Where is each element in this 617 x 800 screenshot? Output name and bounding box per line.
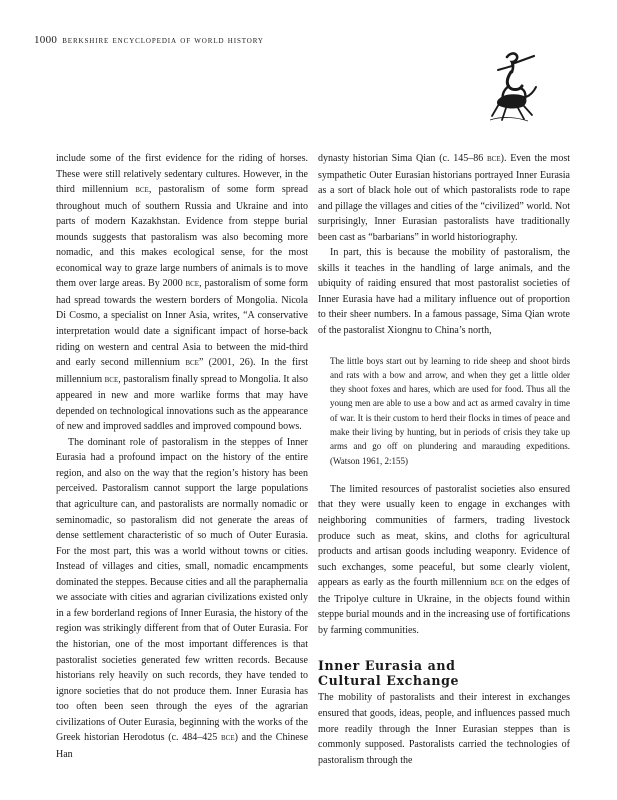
figure-on-horse-logo-icon: [482, 50, 544, 126]
era-abbreviation: bce: [135, 185, 149, 196]
right-column: [318, 151, 570, 768]
paragraph: include some of the first evidence for the riding of horses. These were still relatively sedentary cultures. However, in the third millennium bce, pastoralism of some form spread throughout much of southern Russia and Ukraine and into parts of modern Kazakhstan. Evidence from steppe burial mounds suggests that pastoralism was also becoming more nomadic, and this makes ecological sense, for the most economical way to graze large numbers of animals is to move them over large areas. By 2000 bce, pastoralism of some form had spread towards the western borders of Mongolia. Nicola Di Cosmo, a specialist on Inner Asia, writes, “A conservative interpretation would date a significant impact of horse-back riding on western and central Asia to between the mid-third and early second millennium bce” (2001, 26). In the first millennium bce, pastoralism finally spread to Mongolia. It also appeared in new and more warlike forms that may have depended on technological innovations such as the appearance of new and improved saddles and improved compound bows.: [56, 153, 309, 433]
paragraph: dynasty historian Sima Qian (c. 145–86 bce). Even the most sympathetic Outer Eurasian historians portrayed Inner Eurasia as a sort of black hole out of which pastoralists rode to rape and pillage the villages and cities of the “civilized” world. Not surprisingly, Inner Eurasian pastoralists have traditionally been cast as “barbarians” in world historiography.: [318, 153, 571, 243]
era-abbreviation: bce: [185, 358, 199, 369]
paragraph: The dominant role of pastoralism in the steppes of Inner Eurasia had a profound impact on the history of the entire region, and also on the way that the region’s history has been perceived. Pastoralism cannot support the large populations that agriculture can, and pastoralists are normally nomadic or seminomadic, so pastoralism did not generate the areas of dense settlement characteristic of so much of Outer Eurasia. For the most part, this was a world without towns or cities. Instead of villages and cities, small, nomadic encampments dominated the steppes. Because cities and all the paraphernalia we associate with cities and agrarian civilizations existed only in a few borderland regions of Inner Eurasia, the history of the region was strikingly different from that of Outer Eurasia. For the historian, one of the most important differences is that pastoralist societies generated few written records. Because historians rely heavily on such records, they have tended to ignore societies that do not produce them. Inner Eurasia has too often been seen through the eyes of the agrarian civilizations of Outer Eurasia, beginning with the works of the Greek historian Herodotus (c. 484–425 bce) and the Chinese Han: [56, 436, 309, 760]
paragraph: The mobility of pastoralists and their interest in exchanges ensured that goods, ideas, people, and influences passed much more readily through the Inner Eurasian steppes than is commonly supposed. Pastoralists carried the technologies of pastoralism through the: [318, 692, 570, 766]
page-number: 1000: [34, 34, 58, 46]
era-abbreviation: bce: [104, 374, 119, 385]
era-abbreviation: bce: [490, 578, 504, 589]
left-column: [56, 151, 308, 762]
section-heading: Inner Eurasia and Cultural Exchange: [318, 658, 460, 689]
block-quote: The little boys start out by learning to ride sheep and shoot birds and rats with a bow and arrow, and when they get a little older they shoot foxes and hares, which are used for food. Thus all the young men are able to use a bow and act as armed cavalry in time of war. It is their custom to herd their flocks in times of peace and make their living by hunting, but in periods of crisis they take up arms and go off on plundering and marauding expeditions. (Watson 1961, 2:155): [330, 355, 570, 466]
paragraph: In part, this is because the mobility of pastoralism, the skills it teaches in the handling of large animals, and the ubiquity of raiding ensured that most pastoralist societies of Inner Eurasia have had a military influence out of proportion to their sheer numbers. In a famous passage, Sima Qian wrote of the pastoralist Xiongnu to China’s north,: [318, 247, 570, 337]
running-title: berkshire encyclopedia of world history: [62, 35, 264, 46]
era-abbreviation: bce: [487, 154, 501, 164]
paragraph: The limited resources of pastoralist societies also ensured that they were usually keen to engage in exchanges with neighboring communities of farmers, trading livestock produce such as meat, skins, and cloths for agricultural products and artisan goods including weaponry. Evidence of such exchanges, some peaceful, but some clearly violent, appears as early as the fourth millennium bce on the edges of the Tripolye culture in Ukraine, in the objects found within steppe burial mounds and in the increasing use of fortifications by farming communities.: [318, 483, 570, 636]
era-abbreviation: bce: [185, 279, 200, 290]
running-header: [34, 34, 264, 46]
era-abbreviation: bce: [221, 733, 235, 744]
